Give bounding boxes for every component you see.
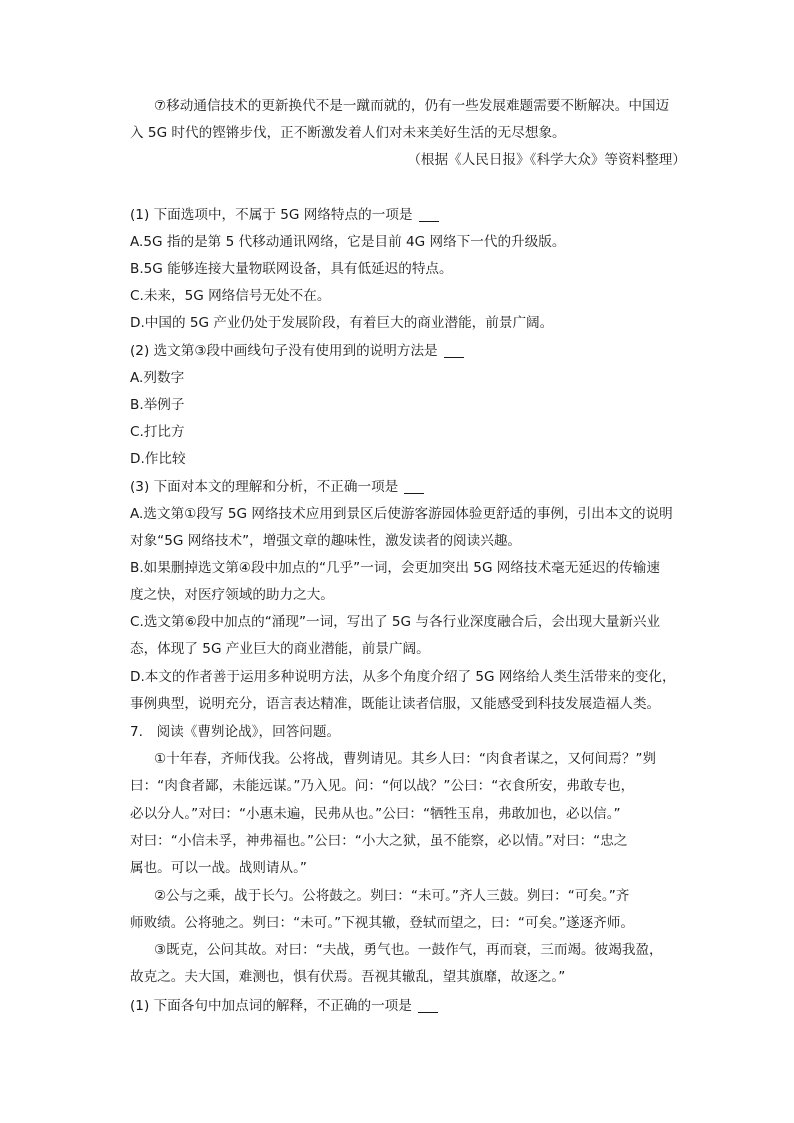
q2-stem	[130, 341, 464, 361]
q3-stem-text: (3) 下面对本文的理解和分析，不正确一项是	[130, 479, 399, 495]
q7-para1-line4: 对曰：“小信未孚，神弗福也。”公曰：“小大之狱，虽不能察，必以情。”对曰：“忠之	[130, 833, 628, 849]
q7-sub1-stem	[130, 996, 438, 1016]
q7-sub1-answer-blank[interactable]	[418, 998, 438, 1013]
q1-option-a: A.5G 指的是第 5 代移动通讯网络，它是目前 4G 网络下一代的升级版。	[130, 234, 566, 250]
passage-para7-line2: 入 5G 时代的铿锵步伐，正不断激发着人们对未来美好生活的无尽想象。	[130, 125, 566, 141]
q2-answer-blank[interactable]	[444, 343, 464, 358]
q1-stem-text: (1) 下面选项中，不属于 5G 网络特点的一项是	[130, 207, 413, 223]
q2-option-b: B.举例子	[130, 397, 185, 413]
q1-option-b: B.5G 能够连接大量物联网设备，具有低延迟的特点。	[130, 261, 453, 277]
q3-stem	[130, 477, 424, 497]
q2-stem-text: (2) 选文第③段中画线句子没有使用到的说明方法是	[130, 343, 438, 359]
q1-option-d: D.中国的 5G 产业仍处于发展阶段，有着巨大的商业潜能，前景广阔。	[130, 315, 554, 331]
q3-answer-blank[interactable]	[404, 479, 424, 494]
q1-answer-blank[interactable]	[419, 207, 439, 222]
q7-para2-line2: 师败绩。公将驰之。刿曰：“未可。”下视其辙，登轼而望之，曰：“可矣。”遂逐齐师。	[130, 915, 634, 931]
q7-para1-line1: ①十年春，齐师伐我。公将战，曹刿请见。其乡人曰：“肉食者谋之，又何间焉？”刿	[154, 751, 657, 767]
q2-option-a: A.列数字	[130, 370, 185, 386]
q3-option-c-line1: C.选文第⑥段中加点的“涌现”一词，写出了 5G 与各行业深度融合后，会出现大量新兴业	[130, 614, 661, 630]
q3-option-a-line2: 对象“5G 网络技术”，增强文章的趣味性，激发读者的阅读兴趣。	[130, 533, 522, 549]
q2-option-c: C.打比方	[130, 424, 185, 440]
q7-para3-line1: ③既克，公问其故。对曰：“夫战，勇气也。一鼓作气，再而衰，三而竭。彼竭我盈，	[154, 942, 663, 958]
q1-stem	[130, 205, 439, 225]
q3-option-d-line2: 事例典型，说明充分，语言表达精准，既能让读者信服，又能感受到科技发展造福人类。	[130, 696, 661, 712]
q3-option-c-line2: 态，体现了 5G 产业巨大的商业潜能，前景广阔。	[130, 641, 430, 657]
passage-source: （根据《人民日报》《科学大众》等资料整理）	[407, 152, 686, 168]
passage-para7-line1: ⑦移动通信技术的更新换代不是一蹴而就的，仍有一些发展难题需要不断解决。中国迈	[154, 98, 670, 114]
q7-para1-line5: 属也。可以一战。战则请从。”	[130, 860, 307, 876]
q7-para1-line3: 必以分人。”对曰：“小惠未遍，民弗从也。”公曰：“牺牲玉帛，弗敢加也，必以信。”	[130, 806, 621, 822]
q7-heading: 7. 阅读《曹刿论战》，回答问题。	[130, 724, 341, 740]
q7-para3-line2: 故克之。夫大国，难测也，惧有伏焉。吾视其辙乱，望其旗靡，故逐之。”	[130, 969, 566, 985]
q1-option-c: C.未来，5G 网络信号无处不在。	[130, 288, 331, 304]
q7-para2-line1: ②公与之乘，战于长勺。公将鼓之。刿曰：“未可。”齐人三鼓。刿曰：“可矣。”齐	[154, 888, 630, 904]
q7-sub1-stem-text: (1) 下面各句中加点词的解释，不正确的一项是	[130, 998, 412, 1014]
q3-option-b-line2: 度之快，对医疗领域的助力之大。	[130, 587, 334, 603]
q3-option-d-line1: D.本文的作者善于运用多种说明方法，从多个角度介绍了 5G 网络给人类生活带来的变化，	[130, 669, 676, 685]
q3-option-a-line1: A.选文第①段写 5G 网络技术应用到景区后使游客游园体验更舒适的事例，引出本文的说明	[130, 506, 673, 522]
q7-para1-line2: 曰：“肉食者鄙，未能远谋。”乃入见。问：“何以战？”公曰：“衣食所安，弗敢专也，	[130, 778, 635, 794]
q3-option-b-line1: B.如果删掉选文第④段中加点的“几乎”一词，会更加突出 5G 网络技术毫无延迟的传输速	[130, 560, 660, 576]
q2-option-d: D.作比较	[130, 451, 186, 467]
